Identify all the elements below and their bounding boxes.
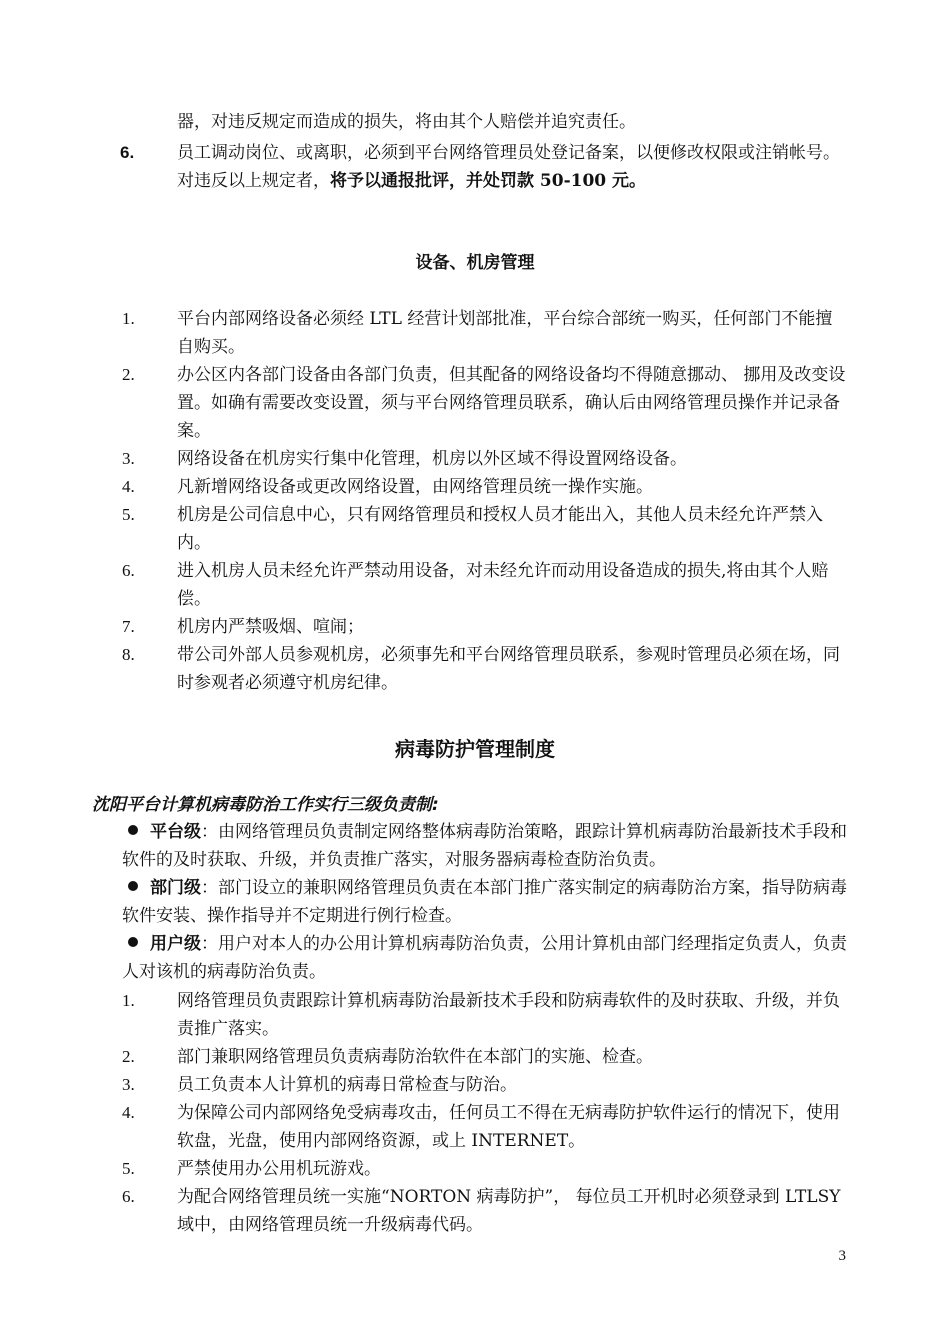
bullet-text: ：用户对本人的办公用计算机病毒防治负责，公用计算机由部门经理指定负责人，负责人对该机的病毒防治负责。 — [122, 934, 847, 982]
item-text: 为配合网络管理员统一实施“NORTON 病毒防护”， 每位员工开机时必须登录到 LTLSY 域中，由网络管理员统一升级病毒代码。 — [177, 1187, 841, 1235]
list-item — [0, 613, 847, 641]
bullet-text: ：由网络管理员负责制定网络整体病毒防治策略，跟踪计算机病毒防治最新技术手段和软件的及时获取、升级，并负责推广落实，对服务器病毒检查防治负责。 — [122, 822, 847, 870]
item-number: 4. — [122, 477, 135, 496]
item-text: 凡新增网络设备或更改网络设置，由网络管理员统一操作实施。 — [177, 477, 653, 497]
item-number: 3. — [122, 1075, 135, 1094]
list-item — [0, 1043, 847, 1071]
item-text: 网络管理员负责跟踪计算机病毒防治最新技术手段和防病毒软件的及时获取、升级，并负责推广落实。 — [177, 991, 840, 1039]
virus-rules-list — [0, 987, 950, 1239]
penalty-prefix: 对违反以上规定者， — [177, 171, 330, 191]
section-title-virus: 病毒防护管理制度 — [395, 737, 555, 761]
bullet-dot-icon — [128, 937, 138, 947]
bullet-label: 部门级 — [150, 878, 201, 898]
item-number: 6. — [122, 561, 135, 580]
item-number: 7. — [122, 617, 135, 636]
bullet-label: 用户级 — [150, 934, 201, 954]
item-number: 2. — [122, 365, 135, 384]
bullet-dot-icon — [128, 881, 138, 891]
item-text: 部门兼职网络管理员负责病毒防治软件在本部门的实施、检查。 — [177, 1047, 653, 1067]
item-number: 6. — [122, 1187, 135, 1206]
section-title-equipment: 设备、机房管理 — [415, 253, 535, 273]
bullet-text: ：部门设立的兼职网络管理员负责在本部门推广落实制定的病毒防治方案，指导防病毒软件安装、操作指导并不定期进行例行检查。 — [122, 878, 847, 926]
list-item — [0, 1071, 847, 1099]
item-number: 8. — [122, 645, 135, 664]
penalty-line — [0, 167, 847, 195]
list-item — [0, 1155, 847, 1183]
item-text: 为保障公司内部网络免受病毒攻击，任何员工不得在无病毒防护软件运行的情况下，使用软盘，光盘，使用内部网络资源，或上 INTERNET。 — [177, 1103, 840, 1151]
item-text: 员工负责本人计算机的病毒日常检查与防治。 — [177, 1075, 517, 1095]
item-text: 进入机房人员未经允许严禁动用设备，对未经允许而动用设备造成的损失,将由其个人赔偿。 — [177, 561, 829, 609]
bullet-item — [0, 818, 847, 874]
list-item — [0, 473, 847, 501]
item-text: 办公区内各部门设备由各部门负责，但其配备的网络设备均不得随意挪动、 挪用及改变设置。如确有需要改变设置，须与平台网络管理员联系，确认后由网络管理员操作并记录备案。 — [177, 365, 846, 441]
item-number: 1. — [122, 991, 135, 1010]
item-number: 2. — [122, 1047, 135, 1066]
bullet-item — [0, 930, 847, 986]
bullet-label: 平台级 — [150, 822, 201, 842]
list-item — [0, 1099, 847, 1155]
item-number: 5. — [122, 1159, 135, 1178]
list-item — [0, 361, 847, 445]
item-text: 员工调动岗位、或离职，必须到平台网络管理员处登记备案，以便修改权限或注销帐号。 — [177, 143, 840, 163]
list-item — [0, 445, 847, 473]
continuation-text — [0, 108, 847, 136]
page-number: 3 — [838, 1248, 846, 1264]
penalty-bold: 将予以通报批评，并处罚款 50-100 元。 — [330, 171, 647, 191]
continuation-line: 器，对违反规定而造成的损失，将由其个人赔偿并追究责任。 — [177, 112, 636, 132]
virus-subtitle: 沈阳平台计算机病毒防治工作实行三级负责制: — [92, 795, 439, 815]
list-item — [0, 305, 847, 361]
bullet-item — [0, 874, 847, 930]
item-number: 4. — [122, 1103, 135, 1122]
equipment-list — [0, 305, 950, 697]
item-text: 网络设备在机房实行集中化管理，机房以外区域不得设置网络设备。 — [177, 449, 687, 469]
bullet-dot-icon — [128, 825, 138, 835]
list-item — [0, 139, 847, 167]
list-item — [0, 1183, 847, 1239]
item-text: 机房内严禁吸烟、喧闹； — [177, 617, 364, 637]
item-number: 5. — [122, 505, 135, 524]
list-item — [0, 501, 847, 557]
item-text: 平台内部网络设备必须经 LTL 经营计划部批准，平台综合部统一购买，任何部门不能擅自购买。 — [177, 309, 833, 357]
item-text: 带公司外部人员参观机房，必须事先和平台网络管理员联系，参观时管理员必须在场，同时参观者必须遵守机房纪律。 — [177, 645, 840, 693]
list-item — [0, 641, 847, 697]
item-text: 机房是公司信息中心，只有网络管理员和授权人员才能出入，其他人员未经允许严禁入内。 — [177, 505, 823, 553]
item-number: 1. — [122, 309, 135, 328]
top-section — [0, 108, 950, 195]
list-item — [0, 557, 847, 613]
item-number: 6. — [120, 143, 135, 162]
responsibility-bullets — [0, 818, 950, 986]
item-text: 严禁使用办公用机玩游戏。 — [177, 1159, 381, 1179]
list-item — [0, 987, 847, 1043]
item-number: 3. — [122, 449, 135, 468]
